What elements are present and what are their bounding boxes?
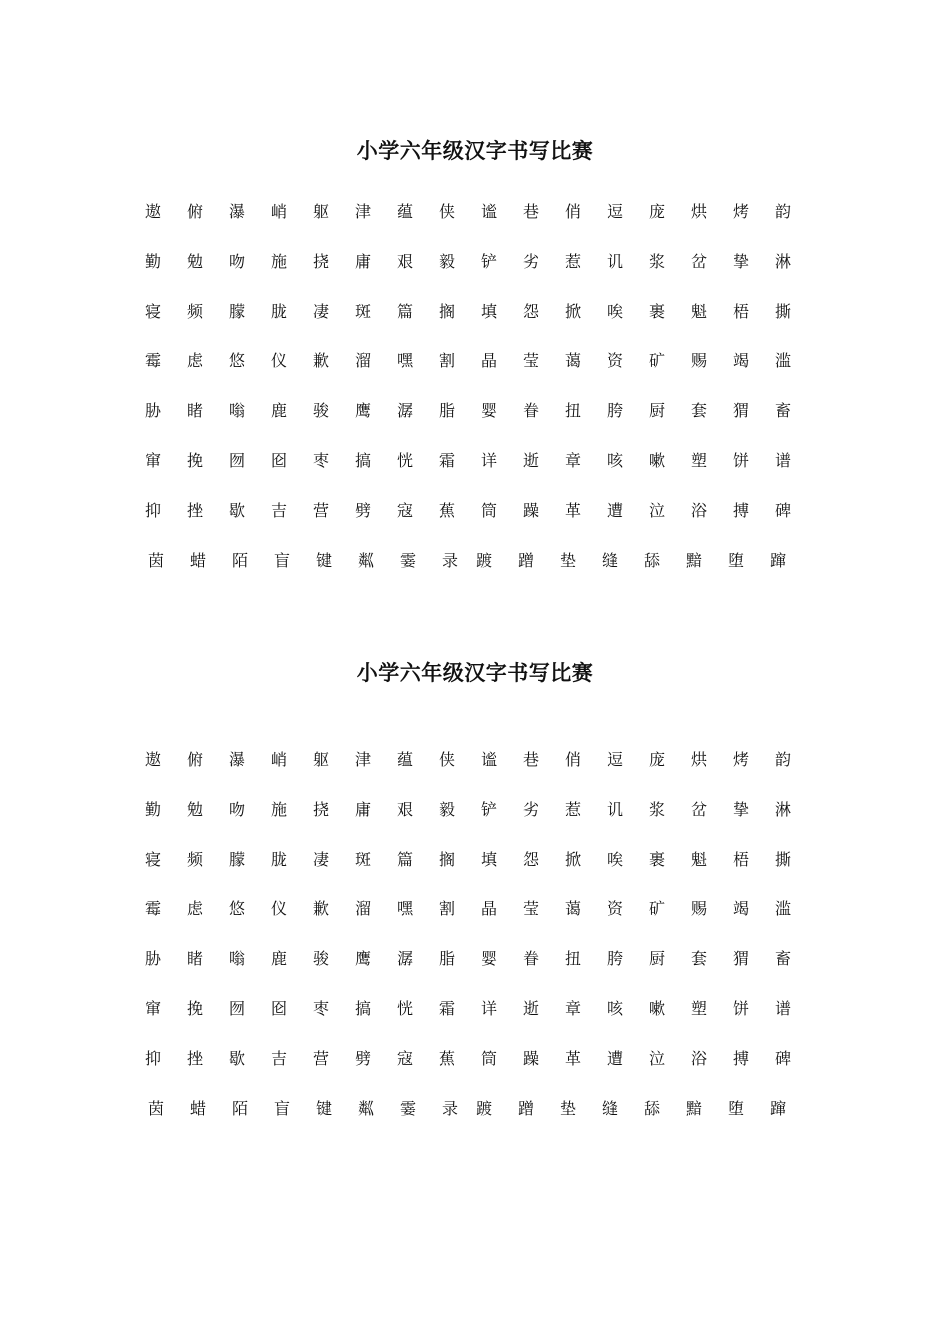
character-cell: 嗽 xyxy=(648,998,665,1018)
character-cell: 囫 xyxy=(228,998,245,1018)
character-cell: 舔 xyxy=(643,1098,660,1118)
character-cell: 套 xyxy=(690,949,707,969)
character-cell: 魁 xyxy=(690,849,707,869)
character-cell: 挽 xyxy=(186,450,203,470)
character-cell: 囵 xyxy=(270,450,287,470)
character-cell: 瀑 xyxy=(228,750,245,769)
character-cell: 逝 xyxy=(522,998,539,1018)
character-cell: 裹 xyxy=(648,849,665,869)
character-cell: 窜 xyxy=(144,450,161,470)
character-cell: 逗 xyxy=(606,202,623,221)
character-cell: 寇 xyxy=(396,1048,413,1068)
character-cell: 晶 xyxy=(480,899,497,919)
character-row xyxy=(138,1047,810,1097)
character-cell: 蔼 xyxy=(564,899,581,919)
character-cell: 淋 xyxy=(774,251,791,271)
character-cell: 脂 xyxy=(438,949,455,969)
character-cell: 遭 xyxy=(606,500,623,520)
character-cell: 躯 xyxy=(312,750,329,769)
character-cell: 潺 xyxy=(396,949,413,969)
character-cell: 裹 xyxy=(648,301,665,321)
character-cell: 津 xyxy=(354,202,371,221)
character-cell: 囫 xyxy=(228,450,245,470)
character-cell: 霉 xyxy=(144,899,161,919)
character-cell: 俏 xyxy=(564,750,581,769)
character-cell: 滥 xyxy=(774,899,791,919)
character-cell: 胯 xyxy=(606,949,623,969)
character-cell: 谱 xyxy=(774,998,791,1018)
character-row xyxy=(138,399,810,449)
character-cell: 套 xyxy=(690,401,707,421)
character-cell: 赐 xyxy=(690,351,707,371)
character-cell: 毅 xyxy=(438,251,455,271)
character-cell: 堕 xyxy=(727,550,744,570)
character-cell: 蹭 xyxy=(517,550,534,570)
character-grid xyxy=(138,200,810,598)
character-cell: 烘 xyxy=(690,202,707,221)
character-cell: 悠 xyxy=(228,351,245,371)
character-cell: 烘 xyxy=(690,750,707,769)
character-cell: 胧 xyxy=(270,849,287,869)
character-cell: 寝 xyxy=(144,849,161,869)
character-row xyxy=(138,449,810,499)
character-cell: 粼 xyxy=(357,1098,374,1118)
character-row xyxy=(138,250,810,300)
character-cell: 施 xyxy=(270,251,287,271)
character-cell: 赐 xyxy=(690,899,707,919)
character-cell: 骏 xyxy=(312,949,329,969)
character-cell: 唉 xyxy=(606,849,623,869)
character-row xyxy=(138,748,810,798)
character-cell: 韵 xyxy=(774,202,791,221)
character-cell: 茵 xyxy=(147,550,164,570)
character-row xyxy=(138,349,810,399)
character-cell: 蕴 xyxy=(396,202,413,221)
character-cell: 频 xyxy=(186,849,203,869)
character-cell: 垫 xyxy=(559,550,576,570)
character-cell: 猬 xyxy=(732,949,749,969)
character-cell: 遭 xyxy=(606,1048,623,1068)
character-cell: 霎 xyxy=(399,1098,416,1118)
character-cell: 蔼 xyxy=(564,351,581,371)
character-cell: 逝 xyxy=(522,450,539,470)
character-cell: 仪 xyxy=(270,899,287,919)
character-cell: 浴 xyxy=(690,500,707,520)
character-cell: 筒 xyxy=(480,1048,497,1068)
character-cell: 溜 xyxy=(354,351,371,371)
character-row xyxy=(138,499,810,549)
character-cell: 矿 xyxy=(648,351,665,371)
character-cell: 挠 xyxy=(312,251,329,271)
character-cell: 睹 xyxy=(186,401,203,421)
character-cell: 频 xyxy=(186,301,203,321)
character-cell: 搁 xyxy=(438,301,455,321)
character-cell: 歇 xyxy=(228,500,245,520)
character-cell: 矿 xyxy=(648,899,665,919)
character-cell: 鹰 xyxy=(354,401,371,421)
character-cell: 劣 xyxy=(522,251,539,271)
character-cell: 艰 xyxy=(396,251,413,271)
character-cell: 挚 xyxy=(732,251,749,271)
character-cell: 饼 xyxy=(732,998,749,1018)
character-cell: 抑 xyxy=(144,1048,161,1068)
character-cell: 朦 xyxy=(228,301,245,321)
character-cell: 盲 xyxy=(273,550,290,570)
character-cell: 惹 xyxy=(564,251,581,271)
character-row xyxy=(138,798,810,848)
character-cell: 韵 xyxy=(774,750,791,769)
character-row xyxy=(138,200,810,250)
character-cell: 踱 xyxy=(475,1098,492,1118)
character-cell: 掀 xyxy=(564,849,581,869)
character-cell: 蜡 xyxy=(189,550,206,570)
character-cell: 魁 xyxy=(690,301,707,321)
character-cell: 窜 xyxy=(144,998,161,1018)
character-cell: 缝 xyxy=(601,550,618,570)
character-cell: 淋 xyxy=(774,799,791,819)
character-cell: 惹 xyxy=(564,799,581,819)
character-row xyxy=(138,1097,810,1147)
character-cell: 岔 xyxy=(690,799,707,819)
character-cell: 舔 xyxy=(643,550,660,570)
character-cell: 歇 xyxy=(228,1048,245,1068)
character-cell: 挫 xyxy=(186,500,203,520)
character-cell: 泣 xyxy=(648,1048,665,1068)
character-cell: 眷 xyxy=(522,401,539,421)
character-cell: 凄 xyxy=(312,849,329,869)
character-cell: 抑 xyxy=(144,500,161,520)
character-cell: 怨 xyxy=(522,301,539,321)
character-cell: 婴 xyxy=(480,949,497,969)
character-grid xyxy=(138,748,810,1146)
character-cell: 咳 xyxy=(606,450,623,470)
character-cell: 婴 xyxy=(480,401,497,421)
character-cell: 胁 xyxy=(144,401,161,421)
character-cell: 章 xyxy=(564,998,581,1018)
character-cell: 恍 xyxy=(396,450,413,470)
character-cell: 资 xyxy=(606,351,623,371)
character-cell: 俯 xyxy=(186,750,203,769)
character-cell: 嘿 xyxy=(396,351,413,371)
character-cell: 烤 xyxy=(732,750,749,769)
character-cell: 塑 xyxy=(690,450,707,470)
character-cell: 垫 xyxy=(559,1098,576,1118)
character-row xyxy=(138,997,810,1047)
character-cell: 扭 xyxy=(564,401,581,421)
character-cell: 搏 xyxy=(732,1048,749,1068)
character-cell: 霎 xyxy=(399,550,416,570)
character-cell: 键 xyxy=(315,550,332,570)
character-cell: 浆 xyxy=(648,799,665,819)
character-cell: 溜 xyxy=(354,899,371,919)
character-cell: 仪 xyxy=(270,351,287,371)
character-cell: 粼 xyxy=(357,550,374,570)
character-cell: 割 xyxy=(438,899,455,919)
character-cell: 吉 xyxy=(270,500,287,520)
character-cell: 勉 xyxy=(186,251,203,271)
character-cell: 厨 xyxy=(648,401,665,421)
character-cell: 填 xyxy=(480,301,497,321)
character-cell: 勤 xyxy=(144,251,161,271)
character-cell: 侠 xyxy=(438,202,455,221)
character-cell: 挚 xyxy=(732,799,749,819)
character-cell: 悠 xyxy=(228,899,245,919)
character-row xyxy=(138,897,810,947)
character-cell: 撕 xyxy=(774,849,791,869)
character-cell: 筒 xyxy=(480,500,497,520)
character-cell: 烤 xyxy=(732,202,749,221)
character-cell: 碑 xyxy=(774,500,791,520)
character-cell: 胯 xyxy=(606,401,623,421)
character-cell: 键 xyxy=(315,1098,332,1118)
character-cell: 劈 xyxy=(354,1048,371,1068)
character-cell: 俏 xyxy=(564,202,581,221)
character-cell: 毅 xyxy=(438,799,455,819)
character-cell: 泣 xyxy=(648,500,665,520)
character-cell: 详 xyxy=(480,998,497,1018)
character-cell: 躁 xyxy=(522,500,539,520)
character-cell: 蕉 xyxy=(438,1048,455,1068)
character-cell: 篇 xyxy=(396,301,413,321)
character-cell: 劈 xyxy=(354,500,371,520)
character-cell: 鹿 xyxy=(270,401,287,421)
character-cell: 睹 xyxy=(186,949,203,969)
character-row xyxy=(138,947,810,997)
character-cell: 霜 xyxy=(438,998,455,1018)
character-cell: 搞 xyxy=(354,450,371,470)
character-cell: 俯 xyxy=(186,202,203,221)
character-cell: 歉 xyxy=(312,351,329,371)
character-cell: 蕉 xyxy=(438,500,455,520)
character-cell: 铲 xyxy=(480,799,497,819)
character-cell: 寇 xyxy=(396,500,413,520)
character-cell: 填 xyxy=(480,849,497,869)
character-cell: 朦 xyxy=(228,849,245,869)
character-cell: 资 xyxy=(606,899,623,919)
character-cell: 劣 xyxy=(522,799,539,819)
character-cell: 躯 xyxy=(312,202,329,221)
character-cell: 浆 xyxy=(648,251,665,271)
character-cell: 浴 xyxy=(690,1048,707,1068)
character-cell: 饼 xyxy=(732,450,749,470)
page-title: 小学六年级汉字书写比赛 xyxy=(356,139,594,163)
page-title: 小学六年级汉字书写比赛 xyxy=(356,661,594,685)
character-cell: 详 xyxy=(480,450,497,470)
character-cell: 唉 xyxy=(606,301,623,321)
character-cell: 骏 xyxy=(312,401,329,421)
character-cell: 斑 xyxy=(354,301,371,321)
character-cell: 营 xyxy=(312,1048,329,1068)
character-cell: 蕴 xyxy=(396,750,413,769)
character-cell: 霜 xyxy=(438,450,455,470)
character-cell: 嗡 xyxy=(228,949,245,969)
character-cell: 黯 xyxy=(685,1098,702,1118)
character-cell: 革 xyxy=(564,500,581,520)
character-cell: 茵 xyxy=(147,1098,164,1118)
character-row xyxy=(138,300,810,350)
character-cell: 谧 xyxy=(480,202,497,221)
character-cell: 峭 xyxy=(270,750,287,769)
character-cell: 艰 xyxy=(396,799,413,819)
character-cell: 侠 xyxy=(438,750,455,769)
character-cell: 搏 xyxy=(732,500,749,520)
character-cell: 躁 xyxy=(522,1048,539,1068)
character-cell: 眷 xyxy=(522,949,539,969)
contest-section-1 xyxy=(0,137,950,570)
character-cell: 讥 xyxy=(606,799,623,819)
character-cell: 营 xyxy=(312,500,329,520)
character-cell: 蹿 xyxy=(769,1098,786,1118)
character-cell: 搁 xyxy=(438,849,455,869)
character-cell: 逗 xyxy=(606,750,623,769)
character-cell: 割 xyxy=(438,351,455,371)
character-cell: 挽 xyxy=(186,998,203,1018)
character-cell: 搞 xyxy=(354,998,371,1018)
character-cell: 遨 xyxy=(144,202,161,221)
character-cell: 霉 xyxy=(144,351,161,371)
character-cell: 嗽 xyxy=(648,450,665,470)
character-cell: 竭 xyxy=(732,351,749,371)
character-cell: 挫 xyxy=(186,1048,203,1068)
character-cell: 枣 xyxy=(312,450,329,470)
character-cell: 蹿 xyxy=(769,550,786,570)
character-cell: 篇 xyxy=(396,849,413,869)
character-cell: 挠 xyxy=(312,799,329,819)
character-cell: 咳 xyxy=(606,998,623,1018)
character-cell: 囵 xyxy=(270,998,287,1018)
character-cell: 吻 xyxy=(228,251,245,271)
character-cell: 巷 xyxy=(522,202,539,221)
character-cell: 嗡 xyxy=(228,401,245,421)
character-cell: 蜡 xyxy=(189,1098,206,1118)
character-row xyxy=(138,848,810,898)
character-cell: 堕 xyxy=(727,1098,744,1118)
character-cell: 畜 xyxy=(774,949,791,969)
character-cell: 厨 xyxy=(648,949,665,969)
character-cell: 竭 xyxy=(732,899,749,919)
character-cell: 梧 xyxy=(732,301,749,321)
character-cell: 瀑 xyxy=(228,202,245,221)
character-cell: 录 xyxy=(441,1098,458,1118)
character-cell: 踱 xyxy=(475,550,492,570)
character-cell: 鹰 xyxy=(354,949,371,969)
character-cell: 虑 xyxy=(186,351,203,371)
character-cell: 巷 xyxy=(522,750,539,769)
character-cell: 虑 xyxy=(186,899,203,919)
character-cell: 缝 xyxy=(601,1098,618,1118)
character-cell: 怨 xyxy=(522,849,539,869)
character-cell: 勉 xyxy=(186,799,203,819)
character-cell: 歉 xyxy=(312,899,329,919)
character-cell: 陌 xyxy=(231,550,248,570)
character-cell: 鹿 xyxy=(270,949,287,969)
character-cell: 枣 xyxy=(312,998,329,1018)
character-cell: 峭 xyxy=(270,202,287,221)
character-cell: 勤 xyxy=(144,799,161,819)
character-cell: 庸 xyxy=(354,799,371,819)
character-cell: 庞 xyxy=(648,750,665,769)
character-cell: 寝 xyxy=(144,301,161,321)
character-cell: 猬 xyxy=(732,401,749,421)
character-cell: 岔 xyxy=(690,251,707,271)
character-cell: 津 xyxy=(354,750,371,769)
character-cell: 胧 xyxy=(270,301,287,321)
character-cell: 斑 xyxy=(354,849,371,869)
character-cell: 滥 xyxy=(774,351,791,371)
character-cell: 胁 xyxy=(144,949,161,969)
character-cell: 谱 xyxy=(774,450,791,470)
character-cell: 讥 xyxy=(606,251,623,271)
character-cell: 吻 xyxy=(228,799,245,819)
character-cell: 晶 xyxy=(480,351,497,371)
character-cell: 谧 xyxy=(480,750,497,769)
character-cell: 陌 xyxy=(231,1098,248,1118)
character-cell: 庸 xyxy=(354,251,371,271)
character-cell: 蹭 xyxy=(517,1098,534,1118)
character-cell: 恍 xyxy=(396,998,413,1018)
character-cell: 扭 xyxy=(564,949,581,969)
character-cell: 铲 xyxy=(480,251,497,271)
character-cell: 黯 xyxy=(685,550,702,570)
character-cell: 脂 xyxy=(438,401,455,421)
character-cell: 遨 xyxy=(144,750,161,769)
character-cell: 莹 xyxy=(522,351,539,371)
character-cell: 潺 xyxy=(396,401,413,421)
character-cell: 嘿 xyxy=(396,899,413,919)
character-row xyxy=(138,549,810,599)
character-cell: 施 xyxy=(270,799,287,819)
character-cell: 庞 xyxy=(648,202,665,221)
character-cell: 撕 xyxy=(774,301,791,321)
character-cell: 凄 xyxy=(312,301,329,321)
character-cell: 碑 xyxy=(774,1048,791,1068)
character-cell: 掀 xyxy=(564,301,581,321)
character-cell: 畜 xyxy=(774,401,791,421)
character-cell: 梧 xyxy=(732,849,749,869)
character-cell: 塑 xyxy=(690,998,707,1018)
character-cell: 革 xyxy=(564,1048,581,1068)
character-cell: 录 xyxy=(441,550,458,570)
character-cell: 莹 xyxy=(522,899,539,919)
character-cell: 盲 xyxy=(273,1098,290,1118)
contest-section-2 xyxy=(0,659,950,1118)
character-cell: 章 xyxy=(564,450,581,470)
character-cell: 吉 xyxy=(270,1048,287,1068)
